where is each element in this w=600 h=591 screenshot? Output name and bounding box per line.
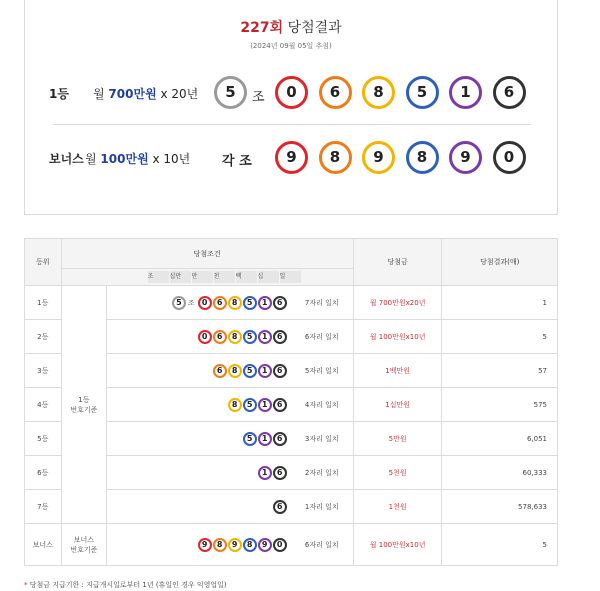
mini-ball: 6 <box>273 432 287 446</box>
row-count: 5 <box>442 524 558 566</box>
digit-subheader <box>61 269 353 286</box>
row-count: 57 <box>442 354 558 388</box>
bonus_prize-ball-2: 8 <box>319 141 352 174</box>
row-count: 1 <box>442 286 558 320</box>
subheader-0: 조 <box>148 271 169 283</box>
mini-ball: 5 <box>243 330 257 344</box>
bonus-prize-row <box>25 139 557 179</box>
bonus-basis-label: 보너스 번호기준 <box>61 524 107 566</box>
bonus_prize-ball-3: 9 <box>362 141 395 174</box>
first_prize-ball-1: 0 <box>275 76 308 109</box>
mini-ball: 6 <box>213 296 227 310</box>
bonus-prize-label <box>85 150 190 167</box>
row-balls <box>107 490 291 524</box>
mini-ball: 1 <box>258 296 272 310</box>
bonus-prize-suffix: x 10년 <box>148 152 191 166</box>
mini-ball: 1 <box>258 330 272 344</box>
row-rank: 7등 <box>25 490 62 524</box>
first_prize-ball-2: 6 <box>319 76 352 109</box>
mini-ball: 9 <box>228 538 242 552</box>
mini-ball: 6 <box>273 330 287 344</box>
note-text: 당첨금 지급기한 : 지급개시일로부터 1년 (휴일인 경우 익영업일) <box>27 581 227 589</box>
mini-ball: 8 <box>228 296 242 310</box>
row-prize: 월 100만원x10년 <box>353 524 442 566</box>
row-match: 7자리 일치 <box>291 286 354 320</box>
header-condition: 당첨조건 <box>61 239 353 269</box>
row-prize: 5천원 <box>353 456 442 490</box>
header-rank: 등위 <box>25 239 62 286</box>
row-prize: 1천원 <box>353 490 442 524</box>
row-rank: 3등 <box>25 354 62 388</box>
row-balls <box>107 456 291 490</box>
first-prize-prefix: 월 <box>93 87 109 101</box>
row-rank: 2등 <box>25 320 62 354</box>
card-divider <box>53 124 531 125</box>
first-rank-label: 1등 <box>49 87 69 101</box>
row-match: 5자리 일치 <box>291 354 354 388</box>
row-balls <box>107 286 291 320</box>
bonus-prize-amount: 100만원 <box>100 152 149 166</box>
subheader-2: 만 <box>192 271 213 283</box>
bonus_prize-ball-4: 8 <box>406 141 439 174</box>
first_prize-ball-5: 1 <box>449 76 482 109</box>
first-prize-row <box>25 74 557 114</box>
row-prize: 월 100만원x10년 <box>353 320 442 354</box>
row-count: 578,633 <box>442 490 558 524</box>
mini-ball: 6 <box>273 296 287 310</box>
table-row <box>25 286 558 320</box>
row-match: 3자리 일치 <box>291 422 354 456</box>
row-count: 6,051 <box>442 422 558 456</box>
bonus-prize-prefix: 월 <box>85 152 101 166</box>
bonus-rank-label: 보너스 <box>49 152 84 166</box>
mini-ball: 6 <box>273 500 287 514</box>
row-match: 6자리 일치 <box>291 524 354 566</box>
draw-date: (2024년 09월 05일 추첨) <box>250 42 332 50</box>
mini-jo-ball: 5 <box>172 296 186 310</box>
mini-ball: 1 <box>258 466 272 480</box>
subheader-5: 십 <box>258 271 279 283</box>
row-balls <box>107 388 291 422</box>
row-prize: 5만원 <box>353 422 442 456</box>
subheader-4: 백 <box>236 271 257 283</box>
row-match: 6자리 일치 <box>291 320 354 354</box>
row-balls <box>107 524 291 566</box>
results-table <box>24 238 558 566</box>
note-star: * <box>24 581 28 589</box>
first-prize-amount: 700만원 <box>108 87 157 101</box>
mini-ball: 1 <box>258 398 272 412</box>
row-rank: 4등 <box>25 388 62 422</box>
mini-ball: 8 <box>228 364 242 378</box>
results-body <box>25 286 558 566</box>
row-match: 2자리 일치 <box>291 456 354 490</box>
jo-ball: 5 <box>214 76 247 109</box>
first_prize-ball-6: 6 <box>493 76 526 109</box>
mini-ball: 5 <box>243 296 257 310</box>
card-title <box>25 17 557 37</box>
row-match: 4자리 일치 <box>291 388 354 422</box>
row-count: 575 <box>442 388 558 422</box>
subheader-6: 일 <box>280 271 301 283</box>
row-prize: 1십만원 <box>353 388 442 422</box>
bonus_prize-ball-6: 0 <box>493 141 526 174</box>
row-rank: 6등 <box>25 456 62 490</box>
mini-ball: 1 <box>258 432 272 446</box>
first-prize-label <box>93 85 198 102</box>
mini-ball: 0 <box>198 296 212 310</box>
mini-ball: 6 <box>273 466 287 480</box>
first_prize-ball-3: 8 <box>362 76 395 109</box>
mini-jo-label: 조 <box>187 298 195 307</box>
row-prize: 월 700만원x20년 <box>353 286 442 320</box>
row-rank: 보너스 <box>25 524 62 566</box>
mini-ball: 8 <box>213 538 227 552</box>
round-number: 227회 <box>240 20 284 36</box>
mini-ball: 5 <box>243 432 257 446</box>
row-match: 1자리 일치 <box>291 490 354 524</box>
header-prize: 당첨금 <box>353 239 442 286</box>
jo-label: 조 <box>252 90 265 105</box>
mini-ball: 6 <box>213 330 227 344</box>
row-rank: 5등 <box>25 422 62 456</box>
header-result: 당첨결과(매) <box>442 239 558 286</box>
first_prize-ball-4: 5 <box>406 76 439 109</box>
mini-ball: 9 <box>198 538 212 552</box>
mini-ball: 0 <box>273 538 287 552</box>
table-row <box>25 524 558 566</box>
row-rank: 1등 <box>25 286 62 320</box>
mini-ball: 8 <box>228 330 242 344</box>
mini-ball: 6 <box>213 364 227 378</box>
row-count: 5 <box>442 320 558 354</box>
mini-ball: 8 <box>243 538 257 552</box>
title-suffix: 당첨결과 <box>287 20 342 36</box>
result-card <box>24 0 558 215</box>
mini-ball: 5 <box>243 398 257 412</box>
bonus_prize-ball-5: 9 <box>449 141 482 174</box>
subheader-3: 천 <box>214 271 235 283</box>
subheader-1: 십만 <box>170 271 191 283</box>
mini-ball: 5 <box>243 364 257 378</box>
mini-ball: 0 <box>198 330 212 344</box>
mini-ball: 6 <box>273 398 287 412</box>
mini-ball: 8 <box>228 398 242 412</box>
payment-note <box>24 580 227 590</box>
mini-ball: 6 <box>273 364 287 378</box>
row-balls <box>107 320 291 354</box>
row-count: 60,333 <box>442 456 558 490</box>
basis-label: 1등 번호기준 <box>61 286 107 524</box>
mini-ball: 9 <box>258 538 272 552</box>
mini-ball: 1 <box>258 364 272 378</box>
first-prize-suffix: x 20년 <box>156 87 199 101</box>
row-prize: 1백만원 <box>353 354 442 388</box>
row-balls <box>107 354 291 388</box>
bonus_prize-ball-1: 9 <box>275 141 308 174</box>
row-balls <box>107 422 291 456</box>
each-jo-label: 각 조 <box>222 154 252 169</box>
